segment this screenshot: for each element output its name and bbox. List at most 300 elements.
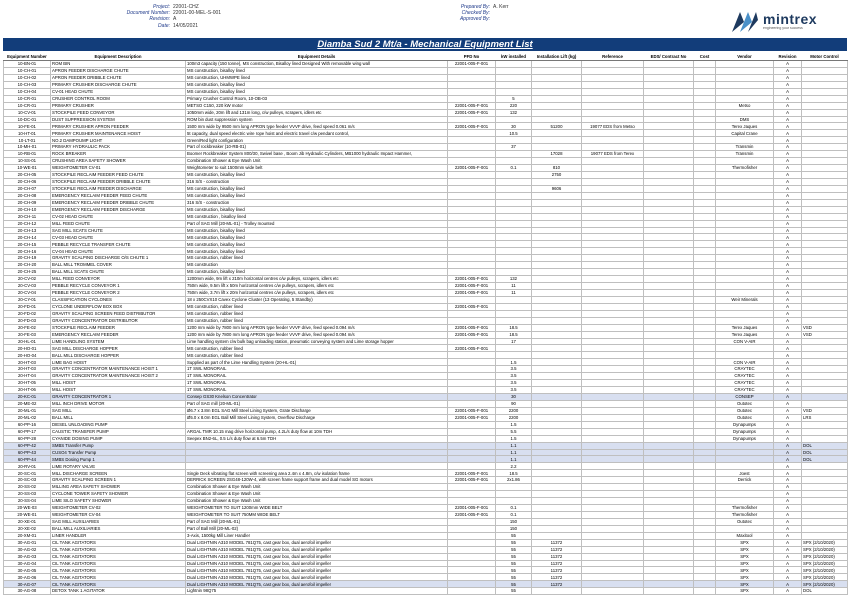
table-cell (582, 359, 644, 366)
table-cell (802, 366, 848, 373)
table-cell: Part of SAG Mill (20-ML-01) - Trolley mounted (186, 220, 448, 227)
table-cell (582, 456, 644, 463)
table-cell: 1500 mm wide by 9500 mm long APRON type feeder VVVF drive, feed speed 0.061 m/s (186, 123, 448, 130)
table-cell: Metso (716, 102, 774, 109)
table-cell (694, 477, 716, 484)
table-cell (644, 213, 694, 220)
table-cell (644, 296, 694, 303)
table-row (4, 192, 848, 199)
table-cell: A (774, 289, 802, 296)
table-cell (532, 525, 582, 532)
table-cell: A (774, 387, 802, 394)
table-cell (582, 234, 644, 241)
table-cell (582, 81, 644, 88)
table-cell (532, 588, 582, 595)
table-cell (582, 470, 644, 477)
table-cell (644, 414, 694, 421)
table-cell: BALL MILL (51, 414, 186, 421)
table-cell: 20-CY-01 (4, 296, 51, 303)
table-row (4, 511, 848, 518)
table-cell (582, 88, 644, 95)
table-cell: MS construction, bisalloy lined (186, 234, 448, 241)
table-row (4, 296, 848, 303)
table-cell (448, 498, 496, 505)
table-cell: SPX (2/10/2020) (802, 553, 848, 560)
table-row (4, 366, 848, 373)
table-cell (716, 172, 774, 179)
table-cell (532, 144, 582, 151)
table-cell: 220 (496, 102, 532, 109)
table-cell (716, 289, 774, 296)
table-cell: A (774, 449, 802, 456)
meta-value: A. Kerr (493, 4, 509, 10)
table-cell (532, 532, 582, 539)
table-cell: MILL DISCHARGE SCREEN (51, 470, 186, 477)
table-cell (716, 61, 774, 68)
table-cell: A (774, 165, 802, 172)
table-cell (448, 116, 496, 123)
table-cell: A (774, 74, 802, 81)
table-cell: Lightnin 98Q75 (186, 588, 448, 595)
table-cell (694, 310, 716, 317)
table-cell: DIESEL UNLOADING PUMP (51, 421, 186, 428)
table-cell (802, 338, 848, 345)
table-cell: 132 (496, 109, 532, 116)
table-cell: A (774, 283, 802, 290)
table-cell (496, 255, 532, 262)
table-cell (802, 144, 848, 151)
table-cell: SPX (716, 588, 774, 595)
table-cell (532, 255, 582, 262)
table-cell: Dual LIGHTNIN A310 MODEL 781Q75, cast gear box, dual aerofoil impeller (186, 546, 448, 553)
table-cell: CRAYTEC (716, 380, 774, 387)
table-cell (802, 484, 848, 491)
table-cell: GRAVITY SCALPING SCREEN 1 (51, 477, 186, 484)
table-cell (802, 352, 848, 359)
table-cell (716, 484, 774, 491)
table-cell (716, 74, 774, 81)
table-cell: A (774, 525, 802, 532)
table-cell: DMS (716, 116, 774, 123)
table-cell (716, 199, 774, 206)
table-cell: A (774, 172, 802, 179)
table-row (4, 407, 848, 414)
table-cell (582, 324, 644, 331)
table-row (4, 380, 848, 387)
table-cell (694, 185, 716, 192)
table-cell (582, 518, 644, 525)
table-cell: 5t capacity, dual speed electric wire rope hoist and electric travel c/w pendant control, (186, 130, 448, 137)
table-cell (582, 255, 644, 262)
table-cell (694, 498, 716, 505)
table-cell: A (774, 137, 802, 144)
table-cell: CIL TANK AGITATORS (51, 539, 186, 546)
table-cell (448, 262, 496, 269)
table-cell: 19077 EDS from Metso (582, 123, 644, 130)
table-cell: A (774, 518, 802, 525)
table-cell (644, 407, 694, 414)
table-cell (448, 234, 496, 241)
table-cell (802, 248, 848, 255)
table-cell (582, 220, 644, 227)
table-cell (532, 192, 582, 199)
table-cell (532, 463, 582, 470)
table-cell (802, 283, 848, 290)
table-cell: Combination Shower & Eye Wash Unit (186, 484, 448, 491)
table-cell: 20-CH-05 (4, 172, 51, 179)
table-row (4, 532, 848, 539)
table-cell (582, 276, 644, 283)
table-cell (448, 269, 496, 276)
table-row (4, 283, 848, 290)
table-cell: A (774, 428, 802, 435)
table-row (4, 553, 848, 560)
table-cell: 0.1 (496, 505, 532, 512)
table-row (4, 338, 848, 345)
table-cell (694, 130, 716, 137)
table-cell: 22001-005-F-001 (448, 414, 496, 421)
table-cell: A (774, 61, 802, 68)
table-cell: 10.5 (496, 130, 532, 137)
table-cell: 5 (496, 95, 532, 102)
table-cell (716, 241, 774, 248)
table-cell (644, 283, 694, 290)
table-cell (694, 199, 716, 206)
meta-row (410, 16, 509, 22)
table-cell: 2x1.86 (496, 477, 532, 484)
table-cell: 20-ML-02 (4, 414, 51, 421)
table-cell: 3-Axis, 1500kg Mill Liner Handler (186, 532, 448, 539)
table-cell (496, 74, 532, 81)
table-cell (496, 269, 532, 276)
table-cell: DETOX TANK 1 AGITATOR (51, 588, 186, 595)
table-cell (644, 206, 694, 213)
table-cell: SMBS Dosing Pump 1 (51, 456, 186, 463)
table-cell (644, 456, 694, 463)
table-row (4, 213, 848, 220)
table-cell: 3.5 (496, 387, 532, 394)
table-cell: 18.5 (496, 470, 532, 477)
table-cell (802, 470, 848, 477)
table-cell (694, 553, 716, 560)
table-cell (532, 387, 582, 394)
table-cell: 22001-005-F-001 (448, 477, 496, 484)
table-cell (694, 394, 716, 401)
table-cell: 60-PP-44 (4, 456, 51, 463)
table-cell (694, 262, 716, 269)
table-cell (448, 539, 496, 546)
table-cell (532, 178, 582, 185)
table-cell (582, 553, 644, 560)
table-cell: 30-AG-05 (4, 567, 51, 574)
table-cell (496, 220, 532, 227)
table-cell: 0.1 (496, 511, 532, 518)
table-cell: 55 (496, 532, 532, 539)
table-cell: LRS (802, 414, 848, 421)
table-cell (448, 352, 496, 359)
table-row (4, 130, 848, 137)
table-cell: 22001-005-F-001 (448, 102, 496, 109)
column-header: Reference (582, 52, 644, 61)
table-cell (694, 366, 716, 373)
table-cell: 1.1 (496, 456, 532, 463)
table-cell: 20-HT-06 (4, 387, 51, 394)
table-cell (496, 310, 532, 317)
table-cell (694, 421, 716, 428)
table-cell (716, 498, 774, 505)
table-cell: SPX (716, 546, 774, 553)
table-cell (694, 560, 716, 567)
table-cell (496, 303, 532, 310)
meta-value: A (173, 16, 177, 23)
table-cell (644, 484, 694, 491)
table-cell (532, 213, 582, 220)
table-cell: 11 (496, 289, 532, 296)
table-cell: LIME SILO SAFETY SHOWER (51, 498, 186, 505)
table-cell: 18.5 (496, 324, 532, 331)
table-cell: PEBBLE RECYCLE CONVEYOR 1 (51, 283, 186, 290)
table-cell: 10-CH-04 (4, 88, 51, 95)
table-row (4, 81, 848, 88)
table-cell (694, 276, 716, 283)
table-cell (644, 567, 694, 574)
table-cell (694, 428, 716, 435)
table-cell (802, 116, 848, 123)
table-cell (582, 331, 644, 338)
table-cell (802, 435, 848, 442)
table-cell (802, 345, 848, 352)
table-cell (694, 380, 716, 387)
table-cell (644, 262, 694, 269)
table-cell (644, 435, 694, 442)
table-cell: A (774, 144, 802, 151)
table-cell: Thermofisher (716, 511, 774, 518)
table-cell: CIL TANK AGITATORS (51, 553, 186, 560)
column-header: Equipment Details (186, 52, 448, 61)
table-cell (802, 220, 848, 227)
table-cell: ROM BIN (51, 61, 186, 68)
table-cell: 60-PP-16 (4, 421, 51, 428)
table-cell: CV-04 HEAD CHUTE (51, 248, 186, 255)
table-cell (532, 380, 582, 387)
table-cell (694, 317, 716, 324)
table-cell (582, 296, 644, 303)
table-cell (496, 345, 532, 352)
table-cell: 2750 (532, 172, 582, 179)
table-cell (802, 109, 848, 116)
table-cell (496, 192, 532, 199)
table-cell: 18.5 (496, 331, 532, 338)
table-cell (644, 498, 694, 505)
table-cell: 22001-005-F-001 (448, 324, 496, 331)
table-cell: A (774, 248, 802, 255)
table-cell: MILL HOIST (51, 387, 186, 394)
table-row (4, 394, 848, 401)
meta-value: 22001-CHZ (173, 4, 199, 10)
table-row (4, 491, 848, 498)
table-cell: Consep GS30 Knelson Concentrator (186, 394, 448, 401)
table-cell: CON V-AIR (716, 338, 774, 345)
table-cell (694, 470, 716, 477)
table-cell: Outotec (716, 414, 774, 421)
table-cell: 11372 (532, 546, 582, 553)
table-cell (802, 61, 848, 68)
table-cell: A (774, 158, 802, 165)
table-cell: 20-CH-25 (4, 269, 51, 276)
table-cell (582, 581, 644, 588)
table-cell (716, 67, 774, 74)
table-cell: MS construction, bisalloy lined (186, 67, 448, 74)
table-cell: 20-SC-03 (4, 477, 51, 484)
table-cell (582, 158, 644, 165)
table-cell (644, 151, 694, 158)
table-cell (532, 102, 582, 109)
table-cell: Ø6.7 x 3.8m EGL SAG Mill Steel Lining System, Grate Discharge (186, 407, 448, 414)
table-cell (582, 289, 644, 296)
table-cell (448, 463, 496, 470)
table-cell (532, 359, 582, 366)
table-cell (644, 241, 694, 248)
table-cell: 1.5 (496, 435, 532, 442)
table-cell: A (774, 123, 802, 130)
table-cell: LIME ROTARY VALVE (51, 463, 186, 470)
table-cell: WEIGHTOMETER TO SUIT 750MM WIDE BELT (186, 511, 448, 518)
table-cell: CIL TANK AGITATORS (51, 546, 186, 553)
table-cell (448, 137, 496, 144)
table-cell (802, 428, 848, 435)
table-cell: BALL MILL DISCHARGE HOPPER (51, 352, 186, 359)
table-cell (694, 172, 716, 179)
table-cell (802, 505, 848, 512)
table-cell: 11372 (532, 567, 582, 574)
table-cell (496, 262, 532, 269)
table-cell (694, 359, 716, 366)
meta-label: Date: (158, 22, 170, 29)
table-cell: 1T SWL MONORAIL (186, 366, 448, 373)
table-cell: A (774, 220, 802, 227)
table-cell (448, 546, 496, 553)
table-cell (448, 518, 496, 525)
table-cell: 22001-005-F-001 (448, 331, 496, 338)
table-cell (802, 67, 848, 74)
table-row (4, 518, 848, 525)
table-cell: 30-AG-07 (4, 581, 51, 588)
table-cell: A (774, 276, 802, 283)
table-cell: CIL TANK AGITATORS (51, 567, 186, 574)
table-cell: 2200 (496, 414, 532, 421)
table-cell (496, 158, 532, 165)
table-cell (186, 449, 448, 456)
table-cell (448, 81, 496, 88)
table-cell (694, 324, 716, 331)
table-cell: A (774, 213, 802, 220)
table-cell (448, 178, 496, 185)
table-cell (582, 74, 644, 81)
table-row (4, 442, 848, 449)
table-cell: SPX (716, 560, 774, 567)
table-cell (716, 303, 774, 310)
table-cell: 20-FD-01 (4, 303, 51, 310)
table-cell (802, 262, 848, 269)
table-cell: ROCK BREAKER (51, 151, 186, 158)
table-cell: 1200mm wide, 9m lift x 210m horizontal centres c/w pulleys, scrapers, idlers etc (186, 276, 448, 283)
table-row (4, 525, 848, 532)
table-cell (448, 74, 496, 81)
table-cell: PRIMARY HYDRAULIC PACK (51, 144, 186, 151)
table-cell (582, 67, 644, 74)
table-cell (694, 165, 716, 172)
table-cell: A (774, 255, 802, 262)
table-cell (532, 67, 582, 74)
table-cell: 20-CH-15 (4, 241, 51, 248)
table-cell (644, 276, 694, 283)
table-cell: Dual LIGHTNIN A310 MODEL 781Q75, cast gear box, dual aerofoil impeller (186, 567, 448, 574)
table-cell (644, 581, 694, 588)
table-cell (532, 498, 582, 505)
table-cell (186, 463, 448, 470)
table-cell (532, 414, 582, 421)
table-cell (644, 352, 694, 359)
table-cell (716, 262, 774, 269)
table-cell (532, 421, 582, 428)
table-cell: A (774, 560, 802, 567)
table-row (4, 165, 848, 172)
table-row (4, 505, 848, 512)
table-cell: Dual LIGHTNIN A310 MODEL 781Q75, cast gear box, dual aerofoil impeller (186, 574, 448, 581)
table-cell (582, 491, 644, 498)
column-header: Vendor (716, 52, 774, 61)
table-cell (448, 567, 496, 574)
table-cell: A (774, 359, 802, 366)
table-cell (532, 88, 582, 95)
table-cell (532, 511, 582, 518)
table-cell: A (774, 505, 802, 512)
table-cell (644, 553, 694, 560)
table-cell (448, 158, 496, 165)
table-cell (582, 588, 644, 595)
table-cell: 20-HO-01 (4, 345, 51, 352)
table-cell: A (774, 269, 802, 276)
table-cell: 1050mm wide, 20m lift and 131m long, c/w pulleys, scrapers, idlers etc (186, 109, 448, 116)
table-row (4, 172, 848, 179)
table-cell: 22001-005-F-001 (448, 123, 496, 130)
table-cell: A (774, 435, 802, 442)
table-cell (644, 74, 694, 81)
table-cell: Seepex BN2-6L, 0.5 L/s duty flow at 6.5m TDH (186, 435, 448, 442)
table-cell: A (774, 380, 802, 387)
table-row (4, 227, 848, 234)
table-cell: A (774, 130, 802, 137)
table-cell (532, 394, 582, 401)
table-cell (496, 206, 532, 213)
table-cell (532, 227, 582, 234)
table-cell: MS construction, rubber lined (186, 352, 448, 359)
table-cell: A (774, 102, 802, 109)
table-cell (802, 185, 848, 192)
table-row (4, 220, 848, 227)
table-cell (582, 435, 644, 442)
table-cell: ROM bin dust suppression system (186, 116, 448, 123)
table-cell (644, 95, 694, 102)
table-cell (532, 206, 582, 213)
table-cell: 22001-005-F-001 (448, 109, 496, 116)
table-cell (582, 317, 644, 324)
table-cell (644, 491, 694, 498)
table-cell (532, 116, 582, 123)
table-cell (802, 269, 848, 276)
table-cell (694, 352, 716, 359)
table-cell: A (774, 206, 802, 213)
